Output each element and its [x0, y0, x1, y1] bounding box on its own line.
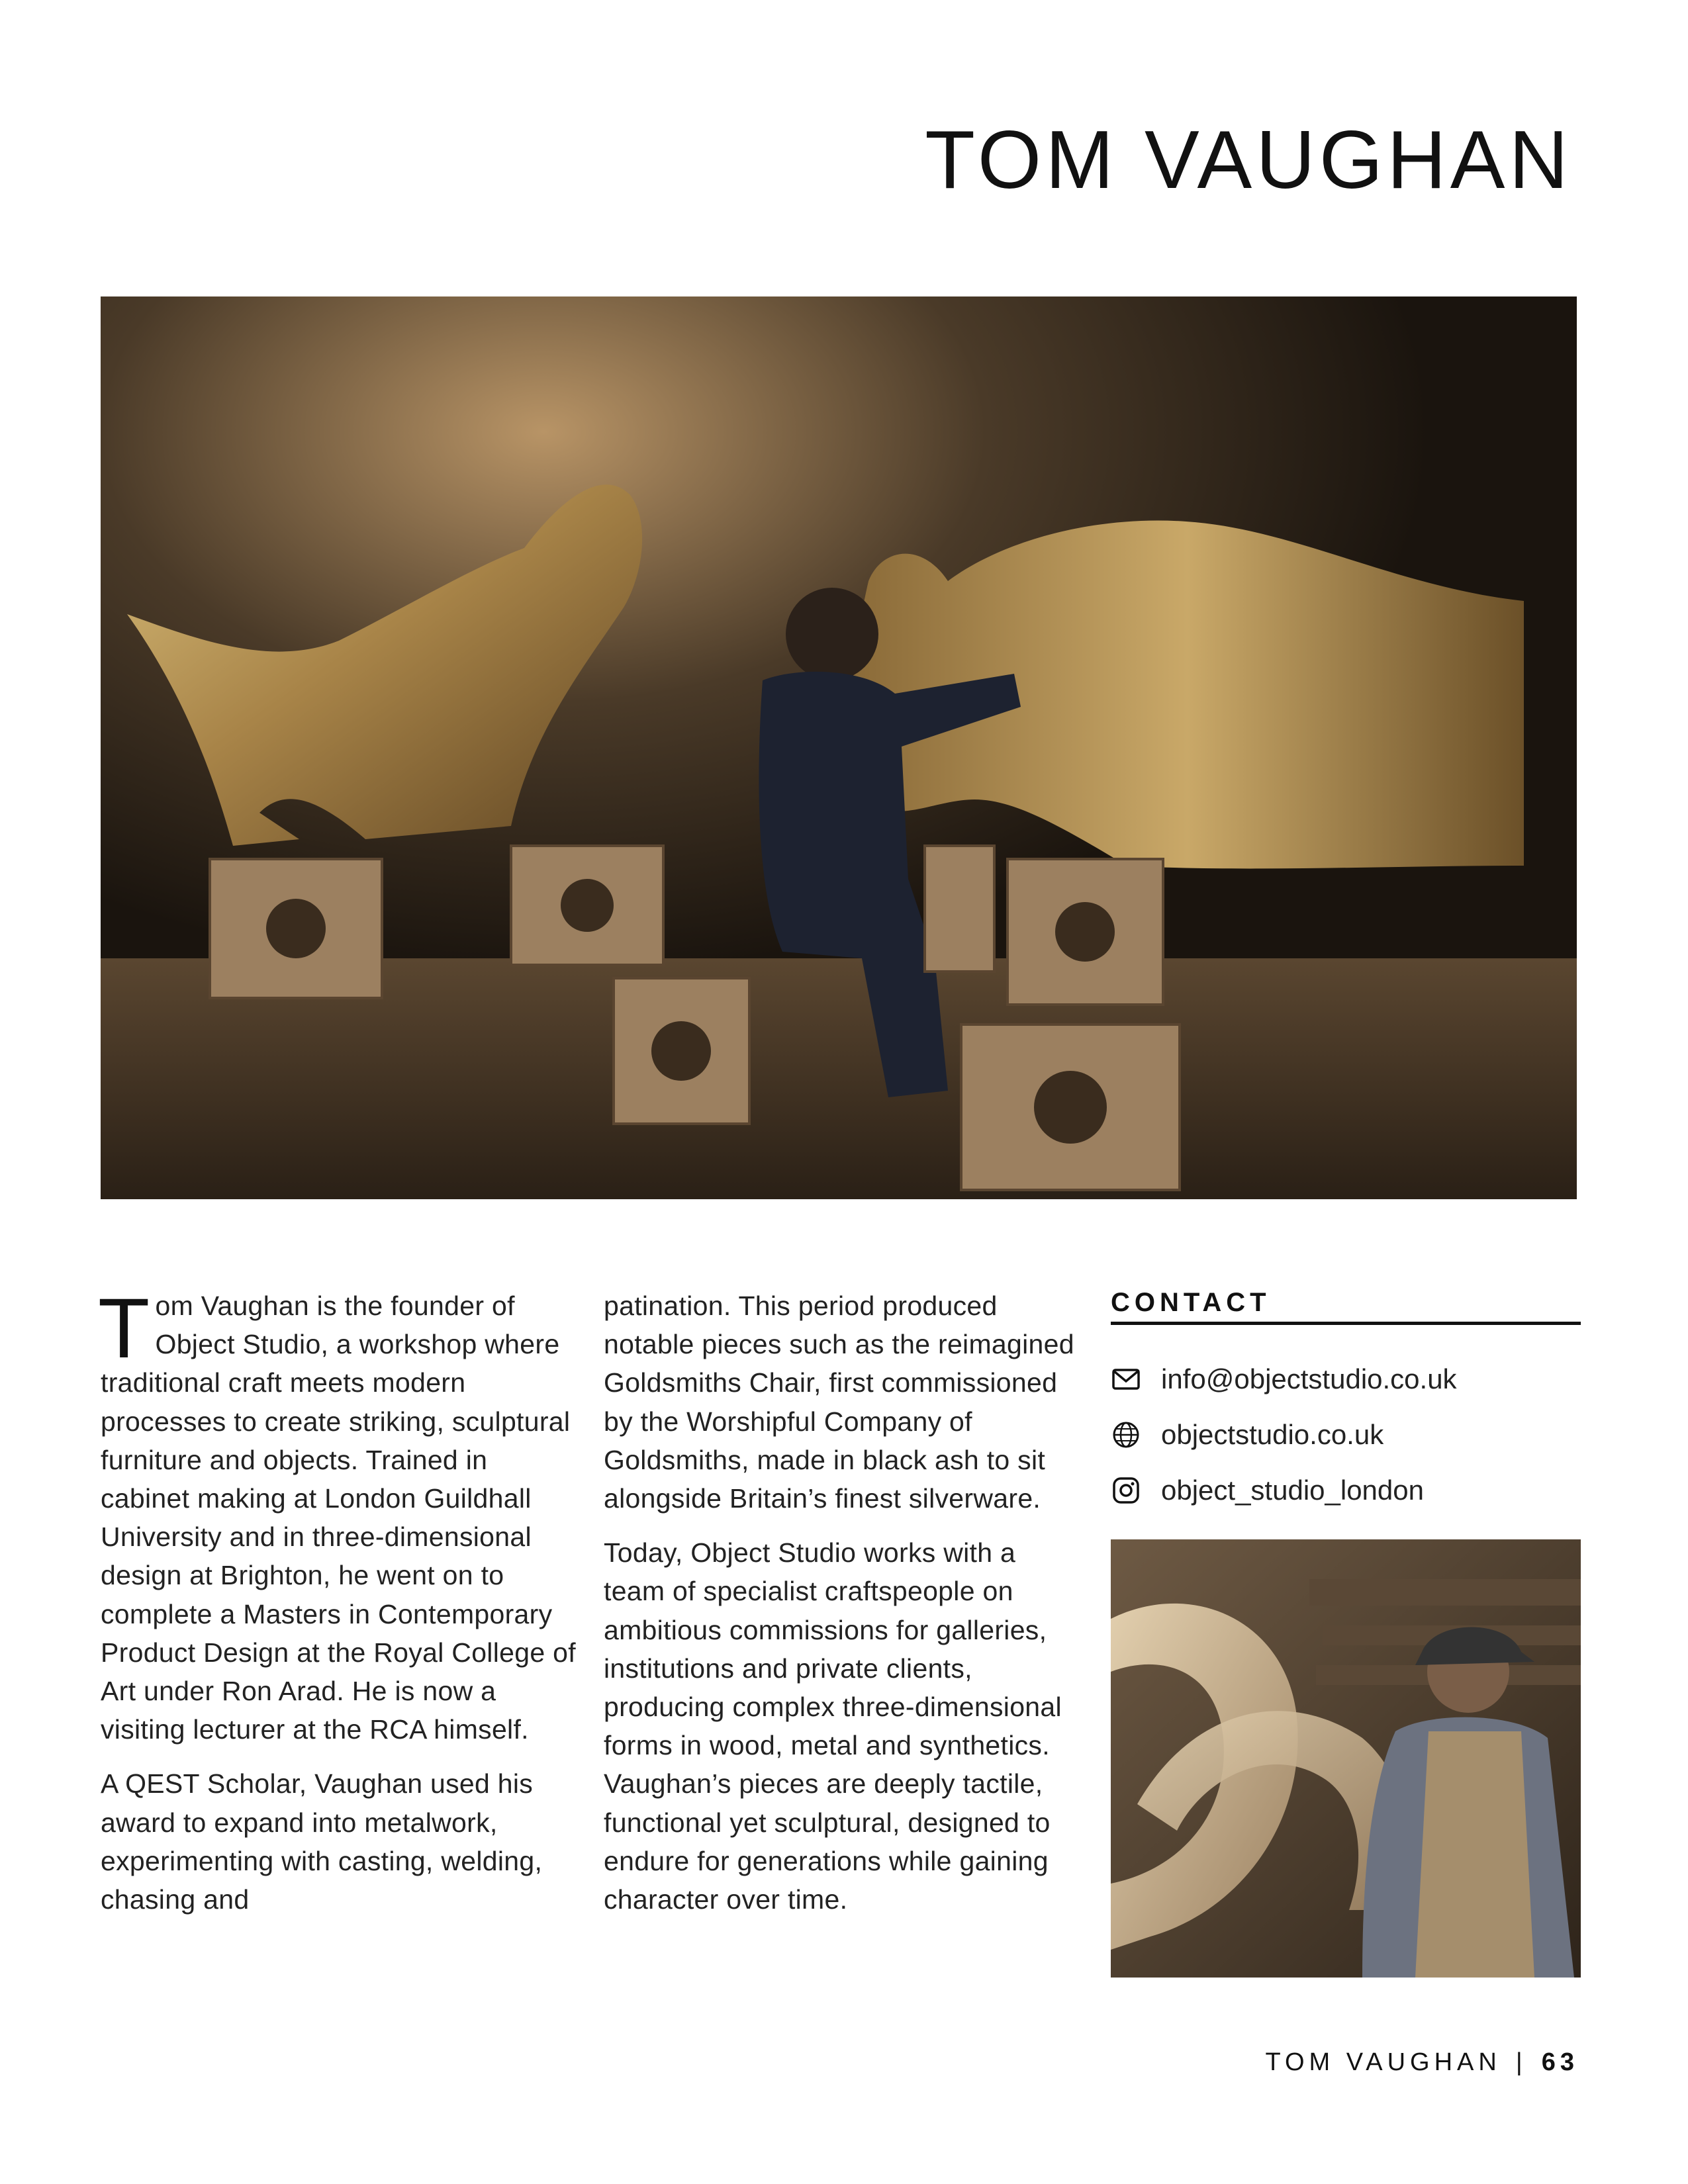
body-paragraph: patination. This period produced notable pieces such as the reimagined Goldsmiths Chair, first commissioned by the Worshipful Company of Goldsmiths, made in black ash to sit alongside Britain’s finest silverware. — [604, 1291, 1074, 1514]
contact-heading: CONTACT — [1111, 1288, 1581, 1325]
workshop-photo — [101, 296, 1577, 1199]
page-number: 63 — [1541, 2048, 1579, 2076]
footer-name: TOM VAUGHAN — [1265, 2048, 1501, 2076]
page-title: TOM VAUGHAN — [925, 114, 1572, 206]
body-paragraph: A QEST Scholar, Vaughan used his award to expand into metalwork, experimenting with casting, welding, chasing and — [101, 1768, 543, 1915]
workshop-photo-illustration — [101, 296, 1577, 1199]
instagram-icon — [1111, 1475, 1141, 1506]
portrait-photo — [1111, 1539, 1581, 1978]
body-paragraph — [98, 1281, 577, 1749]
contact-email[interactable]: info@objectstudio.co.uk — [1161, 1363, 1457, 1394]
contact-email-row[interactable] — [1111, 1351, 1581, 1407]
contact-website-row[interactable] — [1111, 1407, 1581, 1463]
contact-list — [1111, 1351, 1581, 1518]
drop-cap: T — [98, 1281, 150, 1376]
body-paragraph: Today, Object Studio works with a team of specialist craftspeople on ambitious commissions for galleries, institutions and private clients, producing complex three-dimensional forms in wood, metal and synthetics. Vaughan’s pieces are deeply tactile, functional yet sculptural, designed to endure for generations while gaining character over time. — [604, 1537, 1062, 1915]
paragraph-text: om Vaughan is the founder of Object Studio, a workshop where traditional craft meets modern processes to create striking, sculptural furniture and objects. Trained in cabinet making at London Guildhall University and in three-dimensional design at Brighton, he went on to complete a Masters in Contemporary Product Design at the Royal College of Art under Ron Arad. He is now a visiting lecturer at the RCA himself. — [101, 1291, 576, 1745]
body-column-1 — [98, 1281, 577, 1934]
page-footer — [1265, 2048, 1579, 2077]
mail-icon — [1111, 1364, 1141, 1394]
body-column-2 — [604, 1287, 1080, 1934]
contact-website[interactable]: objectstudio.co.uk — [1161, 1419, 1384, 1450]
contact-instagram-row[interactable] — [1111, 1463, 1581, 1518]
globe-icon — [1111, 1420, 1141, 1450]
portrait-photo-illustration — [1111, 1539, 1581, 1978]
contact-instagram[interactable]: object_studio_london — [1161, 1475, 1424, 1506]
footer-separator: | — [1515, 2048, 1527, 2076]
